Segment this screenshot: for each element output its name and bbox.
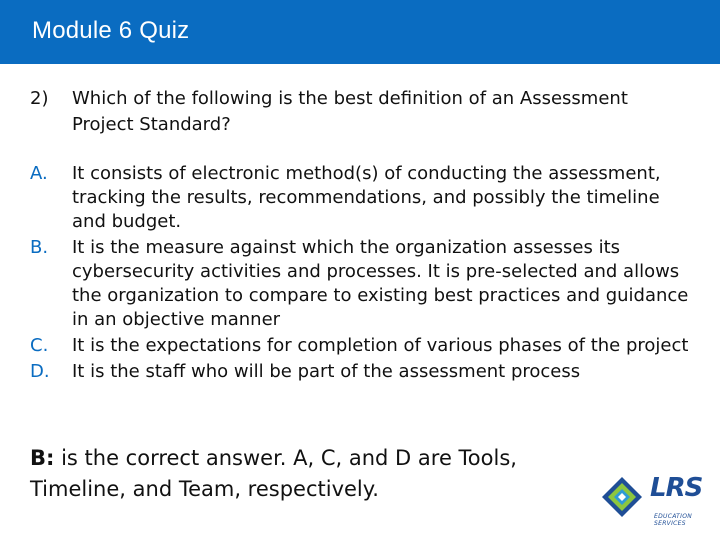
answer-options [30,162,690,386]
option-letter: A. [30,163,48,184]
logo-wordmark: LRS [650,473,703,503]
option-a [30,162,690,234]
page-title: Module 6 Quiz [32,17,190,44]
answer-explanation [30,443,590,505]
option-letter: C. [30,335,49,356]
question-text: Which of the following is the best definition of an Assessment Project Standard? [72,88,628,135]
answer-label: B: [30,446,55,470]
logo-tagline: EDUCATION SERVICES [654,513,693,527]
option-text: It is the measure against which the organization assesses its cybersecurity activities and processes. It is pre-selected and allows the organization to compare to existing best practices and guidance in an objective manner [72,237,689,330]
question [30,86,690,138]
option-text: It consists of electronic method(s) of conducting the assessment, tracking the results, recommendations, and possibly the timeline and budget. [72,163,661,232]
option-b [30,236,690,332]
question-number: 2) [30,88,49,109]
option-text: It is the expectations for completion of various phases of the project [72,335,689,356]
lrs-logo-icon [598,473,654,521]
header-bar [0,0,720,64]
lrs-logo [598,471,708,529]
option-letter: B. [30,237,49,258]
option-letter: D. [30,361,50,382]
option-c [30,334,690,358]
option-d [30,360,690,384]
option-text: It is the staff who will be part of the assessment process [72,361,581,382]
answer-text: is the correct answer. A, C, and D are Tools, Timeline, and Team, respectively. [30,446,517,501]
